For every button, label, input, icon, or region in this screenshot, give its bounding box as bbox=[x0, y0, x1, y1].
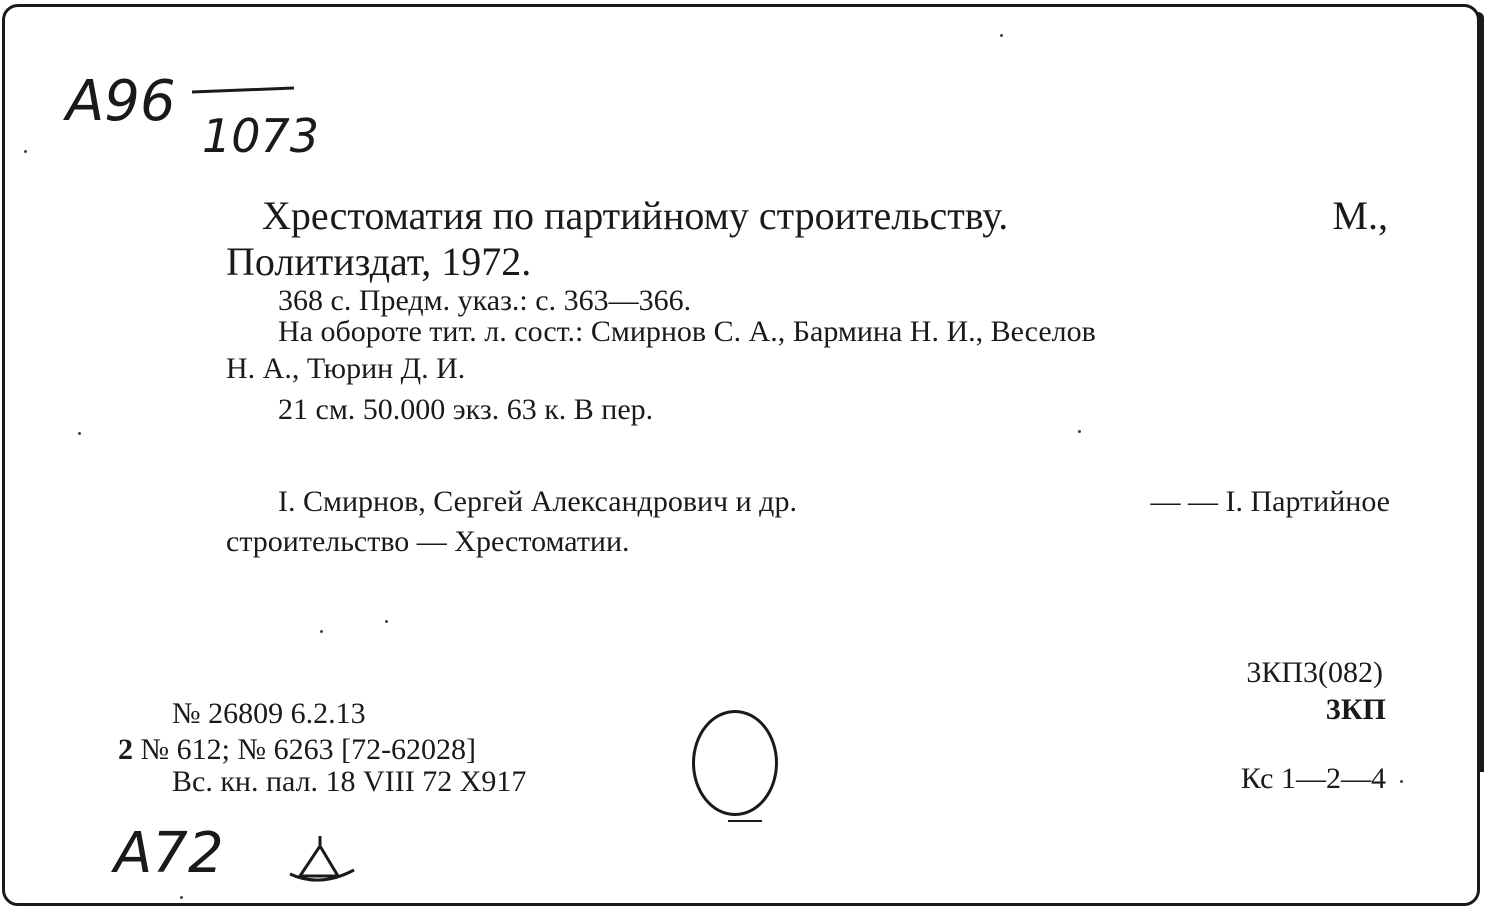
printing-line-1: № 26809 6.2.13 bbox=[172, 697, 366, 730]
speck bbox=[180, 896, 183, 899]
tracing-line-1 bbox=[278, 485, 1390, 519]
printing-line-2-text: № 612; № 6263 [72-62028] bbox=[140, 733, 477, 766]
title-line-1 bbox=[262, 192, 1388, 239]
compilers-line-2: Н. А., Тюрин Д. И. bbox=[226, 352, 466, 385]
shelfmark-top-svg bbox=[62, 58, 342, 168]
title-line-2: Политиздат, 1972. bbox=[226, 239, 532, 284]
shelfmark-bottom-text: А72 bbox=[114, 821, 224, 886]
format-line: 21 см. 50.000 экз. 63 к. В пер. bbox=[278, 393, 654, 426]
book-title: Хрестоматия по партийному строительству. bbox=[262, 193, 1009, 238]
shelfmark-bottom-svg bbox=[110, 808, 370, 898]
speck bbox=[24, 150, 27, 153]
speck bbox=[78, 432, 81, 435]
tracing-subject: — — I. Партийное bbox=[1150, 485, 1390, 518]
shelfmark-top-right: 1073 bbox=[202, 109, 320, 163]
shelfmark-handwritten-top bbox=[62, 58, 342, 173]
speck bbox=[1400, 780, 1403, 783]
speck bbox=[1000, 34, 1003, 37]
card-hole-circle bbox=[692, 710, 778, 816]
hole-underline bbox=[728, 820, 762, 822]
printing-line-2-prefix: 2 bbox=[118, 733, 133, 766]
speck bbox=[385, 620, 388, 623]
tracing-author: I. Смирнов, Сергей Александрович и др. bbox=[278, 485, 797, 518]
pages-line: 368 с. Предм. указ.: с. 363—366. bbox=[278, 284, 692, 317]
classification-short: 3КП bbox=[1325, 693, 1386, 726]
card-edge-shadow bbox=[1478, 12, 1484, 772]
shelfmark-handwritten-bottom bbox=[110, 808, 370, 903]
classification-code: 3КП3(082) bbox=[1246, 656, 1383, 689]
handwritten-flourish-icon bbox=[290, 836, 354, 880]
author-mark: Кс 1—2—4 bbox=[1240, 762, 1386, 795]
speck bbox=[1078, 430, 1081, 433]
compilers-line-1: На обороте тит. л. сост.: Смирнов С. А., Бармина Н. И., Веселов bbox=[278, 315, 1096, 348]
tracing-line-2: строительство — Хрестоматии. bbox=[226, 525, 630, 558]
printing-line-2 bbox=[118, 733, 476, 767]
printing-line-3: Вс. кн. пал. 18 VIII 72 Х917 bbox=[172, 765, 527, 798]
speck bbox=[320, 630, 323, 633]
shelfmark-top-left: А96 bbox=[66, 69, 176, 134]
publication-place: М., bbox=[1332, 193, 1388, 238]
